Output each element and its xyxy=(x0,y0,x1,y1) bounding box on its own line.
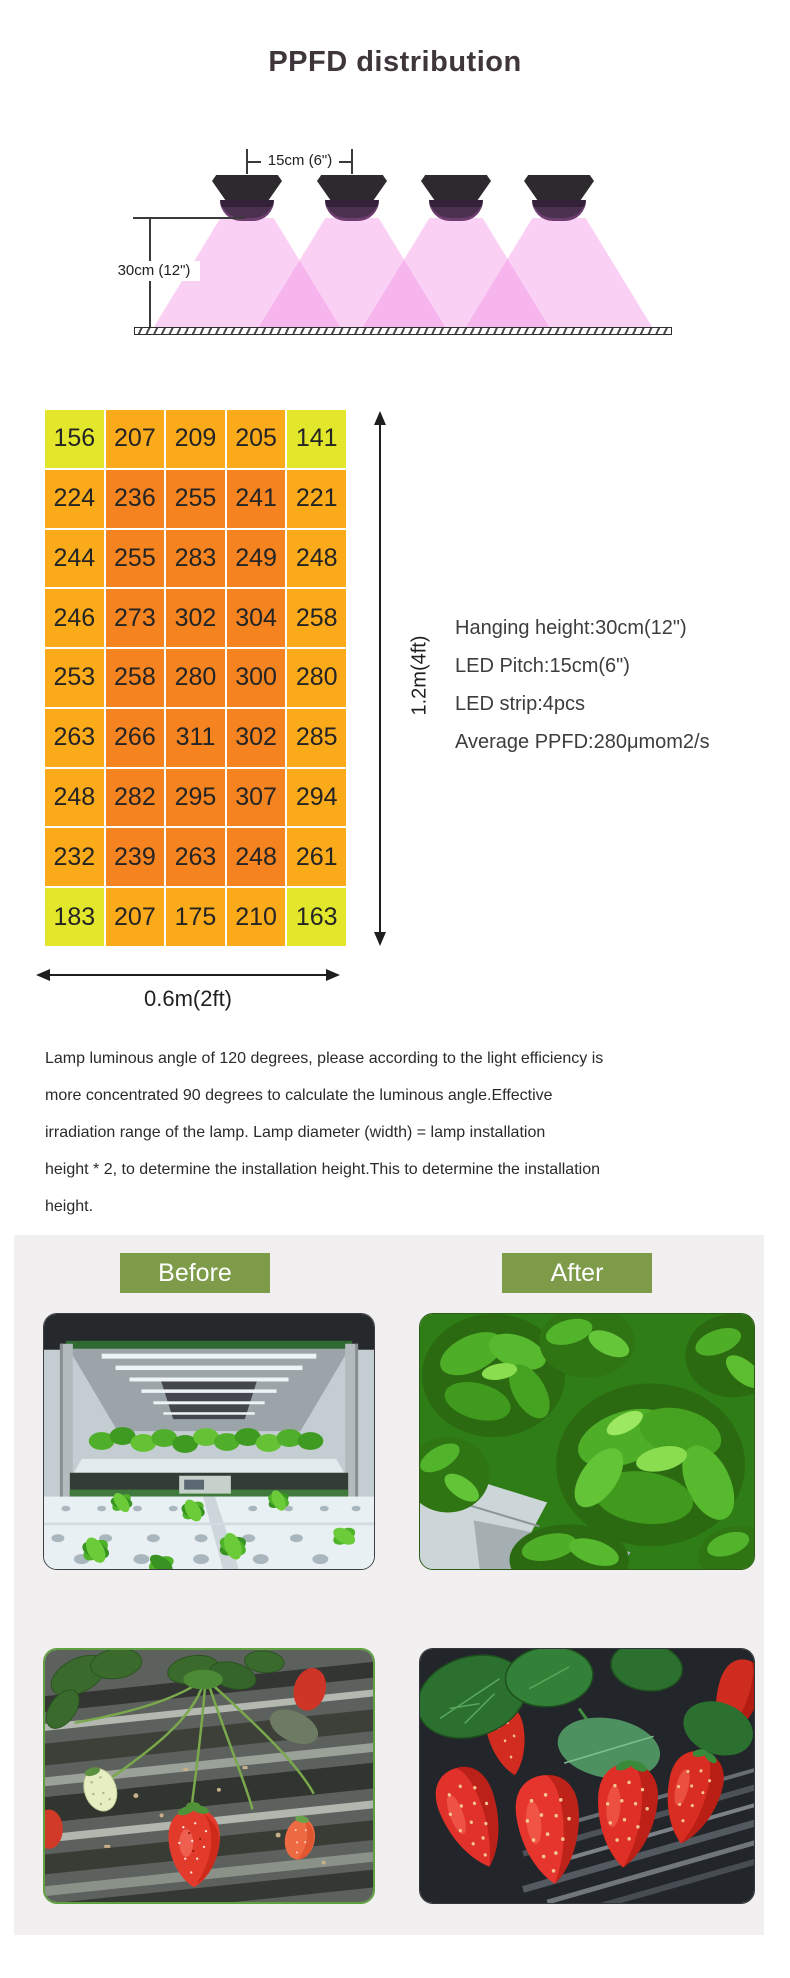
ppfd-cell: 258 xyxy=(106,649,165,707)
ppfd-cell: 302 xyxy=(227,709,286,767)
ppfd-cell: 249 xyxy=(227,530,286,588)
lettuce-closeup-illustration xyxy=(420,1314,754,1569)
paragraph-line: irradiation range of the lamp. Lamp diameter (width) = lamp installation xyxy=(45,1124,546,1141)
heatmap-height-label: 1.2m(4ft) xyxy=(408,635,431,716)
ppfd-cell: 261 xyxy=(287,828,346,886)
ppfd-cell: 183 xyxy=(45,888,104,946)
ppfd-cell: 248 xyxy=(227,828,286,886)
led-lamp xyxy=(317,175,387,223)
ppfd-cell: 175 xyxy=(166,888,225,946)
ppfd-cell: 255 xyxy=(106,530,165,588)
ppfd-cell: 280 xyxy=(166,649,225,707)
lamp-lens xyxy=(429,200,483,221)
lamp-housing xyxy=(212,175,282,202)
ppfd-cell: 141 xyxy=(287,410,346,468)
lamp-lens xyxy=(325,200,379,221)
strawberry-plant-photo xyxy=(43,1648,375,1904)
vertical-dimension-arrow xyxy=(379,413,381,944)
pitch-dimension-tick xyxy=(246,149,248,174)
led-lamp xyxy=(421,175,491,223)
strawberry-plant-illustration xyxy=(45,1650,373,1902)
ppfd-cell: 263 xyxy=(45,709,104,767)
ppfd-cell: 224 xyxy=(45,470,104,528)
ppfd-cell: 263 xyxy=(166,828,225,886)
ppfd-cell: 280 xyxy=(287,649,346,707)
ppfd-cell: 282 xyxy=(106,769,165,827)
spec-led-strip-count: LED strip:4pcs xyxy=(455,693,586,715)
ppfd-cell: 205 xyxy=(227,410,286,468)
ppfd-cell: 302 xyxy=(166,589,225,647)
ppfd-cell: 207 xyxy=(106,888,165,946)
lamp-housing xyxy=(317,175,387,202)
ppfd-cell: 209 xyxy=(166,410,225,468)
description-paragraph xyxy=(45,1040,757,1225)
ppfd-cell: 248 xyxy=(287,530,346,588)
lamp-pitch-label: 15cm (6") xyxy=(261,151,339,171)
ppfd-cell: 210 xyxy=(227,888,286,946)
paragraph-line: height. xyxy=(45,1198,94,1215)
ppfd-cell: 304 xyxy=(227,589,286,647)
ppfd-cell: 236 xyxy=(106,470,165,528)
after-badge: After xyxy=(502,1253,652,1293)
ground-surface xyxy=(134,327,672,335)
before-badge: Before xyxy=(120,1253,270,1293)
ppfd-cell: 253 xyxy=(45,649,104,707)
lamp-housing xyxy=(524,175,594,202)
ppfd-cell: 232 xyxy=(45,828,104,886)
ppfd-cell: 258 xyxy=(287,589,346,647)
ppfd-cell: 295 xyxy=(166,769,225,827)
ppfd-cell: 307 xyxy=(227,769,286,827)
horizontal-dimension-arrow xyxy=(38,974,338,976)
heatmap-width-label: 0.6m(2ft) xyxy=(143,986,233,1011)
spec-average-ppfd: Average PPFD:280μmom2/s xyxy=(455,731,710,753)
pitch-dimension-tick xyxy=(351,149,353,174)
lettuce-rack-illustration xyxy=(44,1314,374,1569)
ppfd-cell: 266 xyxy=(106,709,165,767)
ppfd-cell: 285 xyxy=(287,709,346,767)
ppfd-cell: 246 xyxy=(45,589,104,647)
lamp-housing xyxy=(421,175,491,202)
strawberries-illustration xyxy=(420,1649,754,1903)
spec-led-pitch: LED Pitch:15cm(6") xyxy=(455,655,630,677)
ppfd-cell: 283 xyxy=(166,530,225,588)
ppfd-cell: 239 xyxy=(106,828,165,886)
ppfd-cell: 163 xyxy=(287,888,346,946)
ppfd-heatmap-table xyxy=(45,410,346,946)
led-lamp xyxy=(212,175,282,223)
ppfd-cell: 255 xyxy=(166,470,225,528)
strawberries-closeup-photo xyxy=(419,1648,755,1904)
spec-hanging-height: Hanging height:30cm(12") xyxy=(455,617,687,639)
hanging-height-label: 30cm (12") xyxy=(108,261,200,281)
ppfd-cell: 300 xyxy=(227,649,286,707)
led-lamp xyxy=(524,175,594,223)
ppfd-cell: 156 xyxy=(45,410,104,468)
paragraph-line: height * 2, to determine the installation height.This to determine the installation xyxy=(45,1161,600,1178)
after-photo-lettuce xyxy=(419,1313,755,1570)
lamp-lens xyxy=(532,200,586,221)
spec-list xyxy=(455,609,710,761)
ppfd-cell: 311 xyxy=(166,709,225,767)
ppfd-cell: 244 xyxy=(45,530,104,588)
paragraph-line: more concentrated 90 degrees to calculate the luminous angle.Effective xyxy=(45,1087,553,1104)
paragraph-line: Lamp luminous angle of 120 degrees, please according to the light efficiency is xyxy=(45,1050,604,1067)
ppfd-cell: 221 xyxy=(287,470,346,528)
ppfd-cell: 207 xyxy=(106,410,165,468)
ppfd-cell: 248 xyxy=(45,769,104,827)
ppfd-cell: 273 xyxy=(106,589,165,647)
before-photo-lettuce-rack xyxy=(43,1313,375,1570)
ppfd-cell: 241 xyxy=(227,470,286,528)
page-title: PPFD distribution xyxy=(268,46,522,78)
ppfd-cell: 294 xyxy=(287,769,346,827)
